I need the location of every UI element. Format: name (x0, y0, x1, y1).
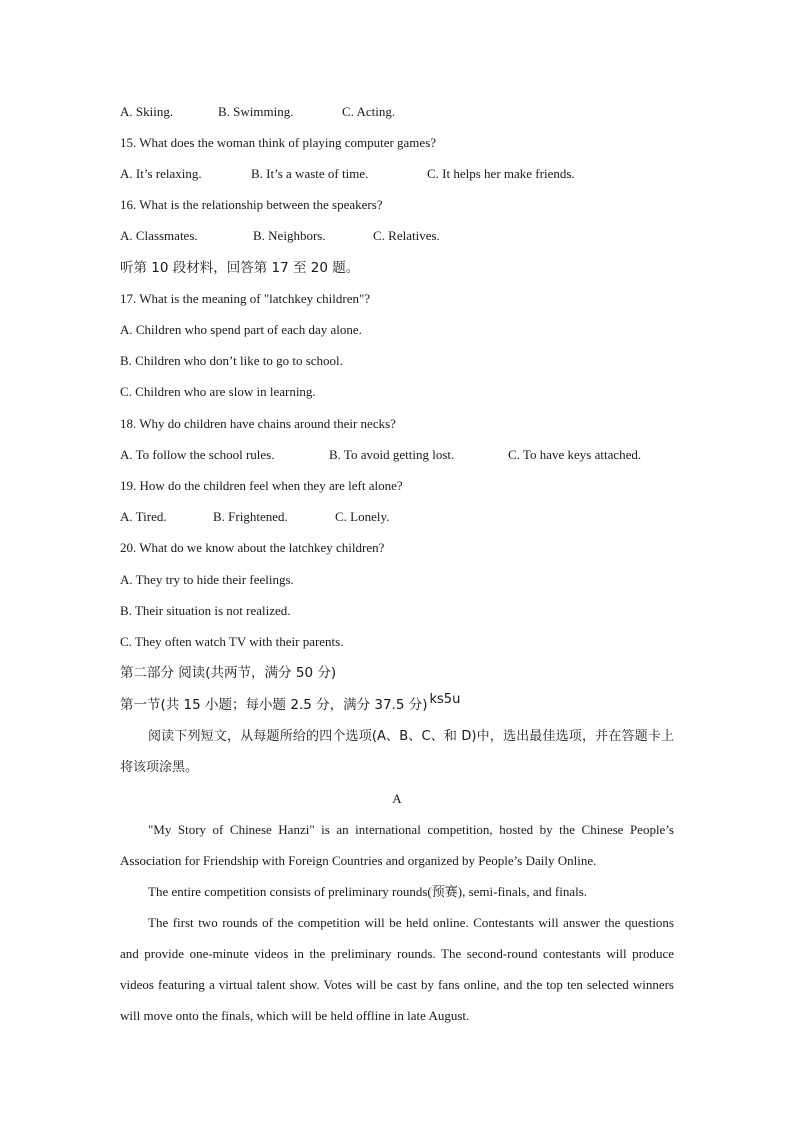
option: C. Acting. (342, 104, 396, 119)
question-18: 18. Why do children have chains around their necks? (120, 416, 396, 431)
q20-option-c: C. They often watch TV with their parents. (120, 634, 344, 649)
option: B. To avoid getting lost. (329, 447, 455, 462)
option: A. Skiing. (120, 104, 174, 119)
q14-options (120, 103, 674, 121)
q20-option-a: A. They try to hide their feelings. (120, 572, 294, 587)
question-19: 19. How do the children feel when they are left alone? (120, 478, 403, 493)
reading-instruction: 阅读下列短文，从每题所给的四个选项(A、B、C、和 D)中，选出最佳选项，并在答题卡上将该项涂黑。 (120, 729, 674, 775)
section-instruction: 听第 10 段材料，回答第 17 至 20 题。 (120, 260, 360, 276)
option: A. Classmates. (120, 228, 198, 243)
passage-label: A (392, 791, 402, 806)
option: C. It helps her make friends. (427, 166, 575, 181)
option: C. To have keys attached. (508, 447, 642, 462)
option: C. Lonely. (335, 509, 390, 524)
option: A. It’s relaxing. (120, 166, 202, 181)
q17-option-b: B. Children who don’t like to go to school. (120, 353, 343, 368)
question-17: 17. What is the meaning of "latchkey children"? (120, 291, 371, 306)
question-15: 15. What does the woman think of playing computer games? (120, 135, 437, 150)
q20-option-b: B. Their situation is not realized. (120, 603, 291, 618)
q19-options (120, 508, 674, 526)
section-heading-text: 第一节(共 15 小题；每小题 2.5 分，满分 37.5 分) (120, 697, 428, 713)
q17-option-a: A. Children who spend part of each day alone. (120, 322, 362, 337)
q15-options (120, 165, 674, 183)
watermark: ks5u (429, 692, 461, 707)
q18-options (120, 446, 674, 464)
option: A. Tired. (120, 509, 167, 524)
option: C. Relatives. (373, 228, 440, 243)
passage-paragraph: "My Story of Chinese Hanzi" is an international competition, hosted by the Chinese People’s Association for Friendship with Foreign Countries and organized by People’s Daily Online. (120, 822, 674, 868)
question-16: 16. What is the relationship between the speakers? (120, 197, 383, 212)
option: B. Neighbors. (253, 228, 326, 243)
option: B. It’s a waste of time. (251, 166, 369, 181)
question-20: 20. What do we know about the latchkey children? (120, 540, 385, 555)
passage-paragraph: The first two rounds of the competition will be held online. Contestants will answer the questions and provide one-minute videos in the preliminary rounds. The second-round contestants will produce videos featuring a virtual talent show. Votes will be cast by fans online, and the top ten selected winners will move onto the finals, which will be held offline in late August. (120, 915, 674, 1023)
option: A. To follow the school rules. (120, 447, 275, 462)
part-heading: 第二部分 阅读(共两节，满分 50 分) (120, 665, 337, 681)
q17-option-c: C. Children who are slow in learning. (120, 384, 316, 399)
option: B. Frightened. (213, 509, 288, 524)
option: B. Swimming. (218, 104, 294, 119)
section-heading (120, 692, 674, 715)
q16-options (120, 227, 674, 245)
passage-paragraph: The entire competition consists of preliminary rounds(预赛), semi-finals, and finals. (148, 884, 588, 899)
